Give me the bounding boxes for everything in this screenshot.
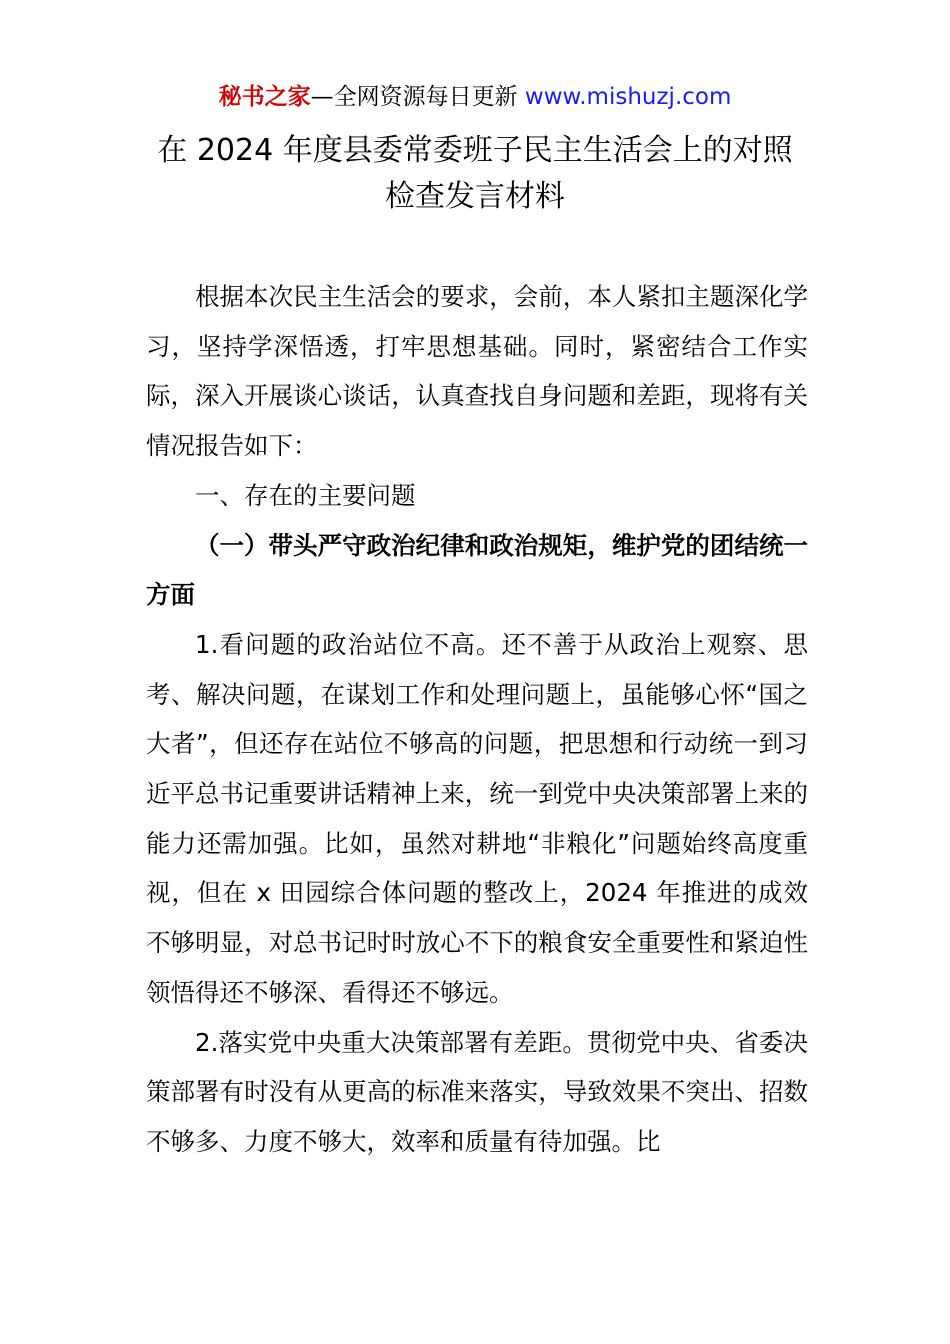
site-brand: 秘书之家	[218, 84, 311, 110]
title-line-2: 检查发言材料	[385, 179, 565, 214]
issue-paragraph-1: 1.看问题的政治站位不高。还不善于从政治上观察、思考、解决问题，在谋划工作和处理问题上，虽能够心怀“国之大者”，但还存在站位不够高的问题，把思想和行动统一到习近平总书记重要讲话精神上来，统一到党中央决策部署上来的能力还需加强。比如，虽然对耕地“非粮化”问题始终高度重视，但在 x 田园综合体问题的整改上，2024 年推进的成效不够明显，对总书记时时放心不下的粮食安全重要性和紧迫性领悟得还不够深、看得还不够远。	[146, 629, 808, 1007]
site-url-link[interactable]: www.mishuzj.com	[524, 84, 732, 110]
intro-paragraph: 根据本次民主生活会的要求，会前，本人紧扣主题深化学习，坚持学深悟透，打牢思想基础。同时，紧密结合工作实际，深入开展谈心谈话，认真查找自身问题和差距，现将有关情况报告如下：	[146, 282, 808, 461]
site-banner	[0, 80, 950, 114]
site-tagline: —全网资源每日更新	[310, 84, 525, 110]
title-line-1: 在 2024 年度县委常委班子民主生活会上的对照	[157, 133, 793, 168]
subsection-heading: （一）带头严守政治纪律和政治规矩，维护党的团结统一方面	[146, 530, 808, 610]
section-heading: 一、存在的主要问题	[195, 480, 416, 510]
issue-paragraph-2: 2.落实党中央重大决策部署有差距。贯彻党中央、省委决策部署有时没有从更高的标准来落实，导致效果不突出、招数不够多、力度不够大，效率和质量有待加强。比	[146, 1027, 808, 1156]
document-body	[146, 272, 808, 1167]
document-title	[60, 128, 890, 220]
